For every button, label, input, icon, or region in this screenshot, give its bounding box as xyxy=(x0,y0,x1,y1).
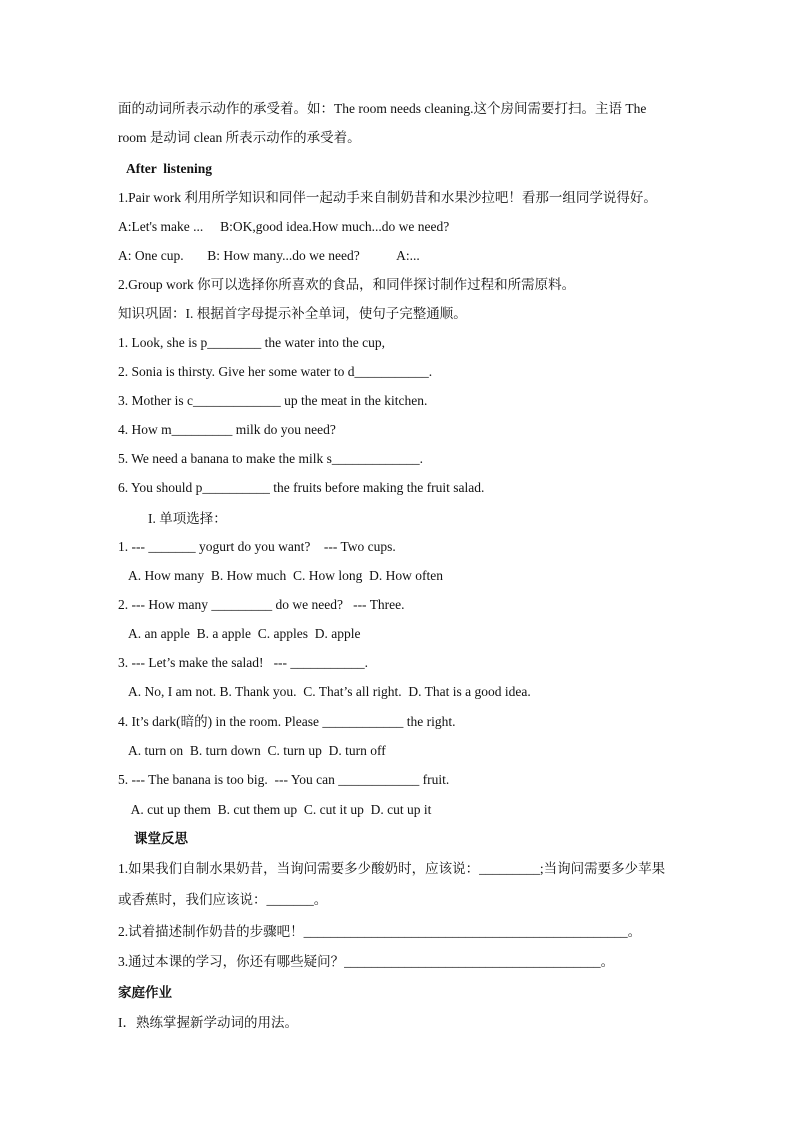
choice-question: 4. It’s dark(暗的) in the room. Please ____________ the right. xyxy=(118,714,456,729)
consolidation-heading: 知识巩固：I. 根据首字母提示补全单词，使句子完整通顺。 xyxy=(118,306,467,321)
reflection-line-3: 2.试着描述制作奶昔的步骤吧！________________________________________________。 xyxy=(118,924,642,939)
fill-blank-item: 4. How m_________ milk do you need? xyxy=(118,422,336,437)
choice-heading: I. 单项选择： xyxy=(148,511,227,526)
homework-heading: 家庭作业 xyxy=(118,985,172,1000)
pair-work-item: 1.Pair work 利用所学知识和同伴一起动手来自制奶昔和水果沙拉吧！看那一组同学说得好。 xyxy=(118,190,657,205)
choice-options: A. How many B. How much C. How long D. How often xyxy=(128,568,443,583)
reflection-line-2: 或香蕉时，我们应该说：_______。 xyxy=(118,892,328,907)
choice-question: 5. --- The banana is too big. --- You can ____________ fruit. xyxy=(118,772,450,787)
fill-blank-item: 6. You should p__________ the fruits before making the fruit salad. xyxy=(118,480,485,495)
fill-blank-item: 1. Look, she is p________ the water into the cup, xyxy=(118,335,385,350)
reflection-line-1: 1.如果我们自制水果奶昔，当询问需要多少酸奶时，应该说：_________;当询问需要多少苹果 xyxy=(118,861,666,876)
choice-question: 1. --- _______ yogurt do you want? --- Two cups. xyxy=(118,539,396,554)
dialog-line-2: A: One cup. B: How many...do we need? A:... xyxy=(118,248,420,263)
homework-item: I．熟练掌握新学动词的用法。 xyxy=(118,1015,298,1030)
dialog-line-1: A:Let's make ... B:OK,good idea.How much...do we need? xyxy=(118,219,450,234)
choice-question: 2. --- How many _________ do we need? --- Three. xyxy=(118,597,405,612)
choice-options: A. cut up them B. cut them up C. cut it up D. cut up it xyxy=(128,802,432,817)
after-listening-heading: After listening xyxy=(126,161,212,176)
intro-line-1: 面的动词所表示动作的承受着。如：The room needs cleaning.这个房间需要打扫。主语 The xyxy=(118,101,647,116)
reflection-heading: 课堂反思 xyxy=(134,831,188,846)
fill-blank-item: 2. Sonia is thirsty. Give her some water to d___________. xyxy=(118,364,433,379)
intro-line-2: room 是动词 clean 所表示动作的承受着。 xyxy=(118,130,361,145)
choice-options: A. turn on B. turn down C. turn up D. turn off xyxy=(128,743,386,758)
fill-blank-item: 5. We need a banana to make the milk s_____________. xyxy=(118,451,423,466)
fill-blank-item: 3. Mother is c_____________ up the meat in the kitchen. xyxy=(118,393,428,408)
choice-options: A. No, I am not. B. Thank you. C. That’s all right. D. That is a good idea. xyxy=(128,684,531,699)
reflection-line-4: 3.通过本课的学习，你还有哪些疑问？______________________________________。 xyxy=(118,954,615,969)
choice-question: 3. --- Let’s make the salad! --- ___________. xyxy=(118,655,369,670)
choice-options: A. an apple B. a apple C. apples D. apple xyxy=(128,626,361,641)
group-work-item: 2.Group work 你可以选择你所喜欢的食品，和同伴探讨制作过程和所需原料。 xyxy=(118,277,576,292)
